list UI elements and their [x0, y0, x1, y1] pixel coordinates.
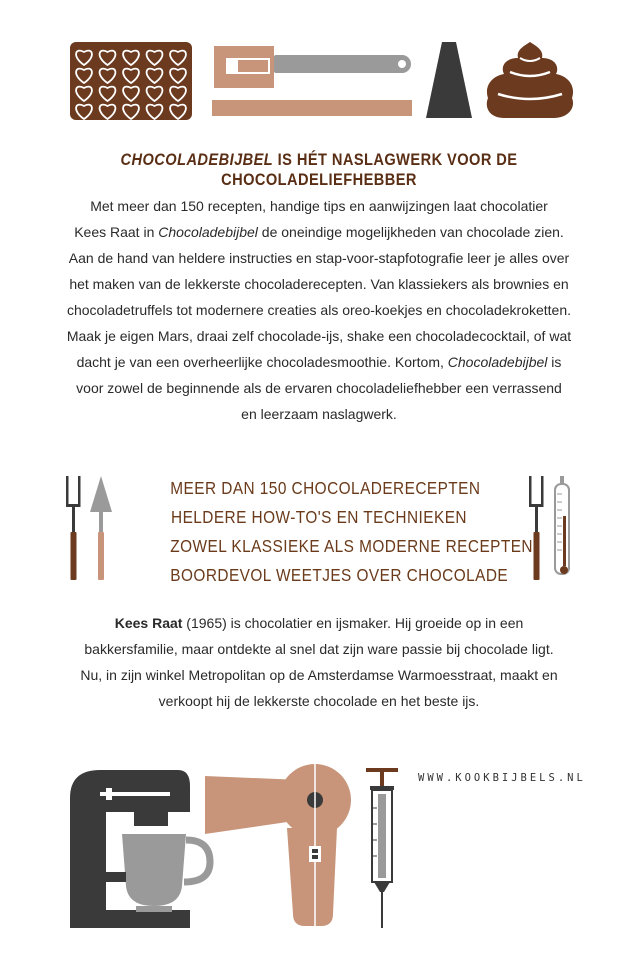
fork-icon	[64, 476, 84, 582]
headline-rest: IS HÉT NASLAGWERK VOOR DE CHOCOLADELIEFHEBBER	[221, 150, 518, 189]
description-line: chocoladetruffels tot modernere creaties als oreo-koekjes en chocoladekroketten.	[66, 302, 572, 318]
book-title-inline: Chocoladebijbel	[447, 354, 548, 370]
feature-item: HELDERE HOW-TO'S EN TECHNIEKEN	[171, 507, 467, 527]
fork-icon	[527, 476, 547, 582]
author-bio	[70, 610, 568, 714]
description-line: Maak je eigen Mars, draai zelf chocolade-ijs, shake een chocoladecocktail, of wat	[66, 328, 572, 344]
description-line: Aan de hand van heldere instructies en stap-voor-stapfotografie leer je alles over	[68, 250, 570, 266]
book-title: CHOCOLADEBIJBEL	[120, 150, 274, 169]
description-paragraph	[60, 193, 578, 427]
feature-item: ZOWEL KLASSIEKE ALS MODERNE RECEPTEN	[170, 536, 534, 556]
book-title-inline: Chocoladebijbel	[158, 224, 258, 240]
description-line: voor zowel de beginnende als de ervaren chocoladeliefhebber een verrassend	[76, 380, 562, 396]
page-headline	[45, 150, 594, 190]
bio-line: Nu, in zijn winkel Metropolitan op de Amsterdamse Warmoesstraat, maakt en	[80, 667, 558, 683]
bio-line: verkoopt hij de lekkerste chocolade en het beste ijs.	[158, 693, 480, 709]
author-name: Kees Raat	[114, 615, 183, 631]
feature-item: MEER DAN 150 CHOCOLADERECEPTEN	[170, 478, 481, 498]
syringe-icon	[364, 768, 400, 930]
thermometer-icon	[552, 476, 572, 582]
description-line: Met meer dan 150 recepten, handige tips en aanwijzingen laat chocolatier	[90, 198, 548, 214]
cone-icon	[424, 42, 474, 118]
description-line: het maken van de lekkerste chocoladerecepten. Van klassiekers als brownies en	[69, 276, 569, 292]
bio-line: Kees Raat (1965) is chocolatier en ijsmaker. Hij groeide op in een	[114, 615, 524, 631]
feature-list	[150, 474, 534, 590]
cake-server-icon	[88, 476, 114, 582]
description-line: dacht je van een overheerlijke chocoladesmoothie. Kortom, Chocoladebijbel is	[76, 354, 562, 370]
heart-mold-icon	[70, 42, 192, 120]
description-line: Kees Raat in Chocoladebijbel de oneindige mogelijkheden van chocolade zien.	[74, 224, 564, 240]
chocolate-swirl-icon	[484, 42, 576, 118]
bio-line: bakkersfamilie, maar ontdekte al snel dat zijn ware passie bij chocolade ligt.	[84, 641, 554, 657]
website-url[interactable]: WWW.KOOKBIJBELS.NL	[418, 772, 586, 784]
stand-mixer-icon	[70, 768, 216, 930]
spatula-icon	[212, 42, 417, 120]
hair-dryer-icon	[205, 764, 355, 930]
feature-item: BOORDEVOL WEETJES OVER CHOCOLADE	[170, 565, 509, 585]
description-line: en leerzaam naslagwerk.	[241, 406, 397, 422]
